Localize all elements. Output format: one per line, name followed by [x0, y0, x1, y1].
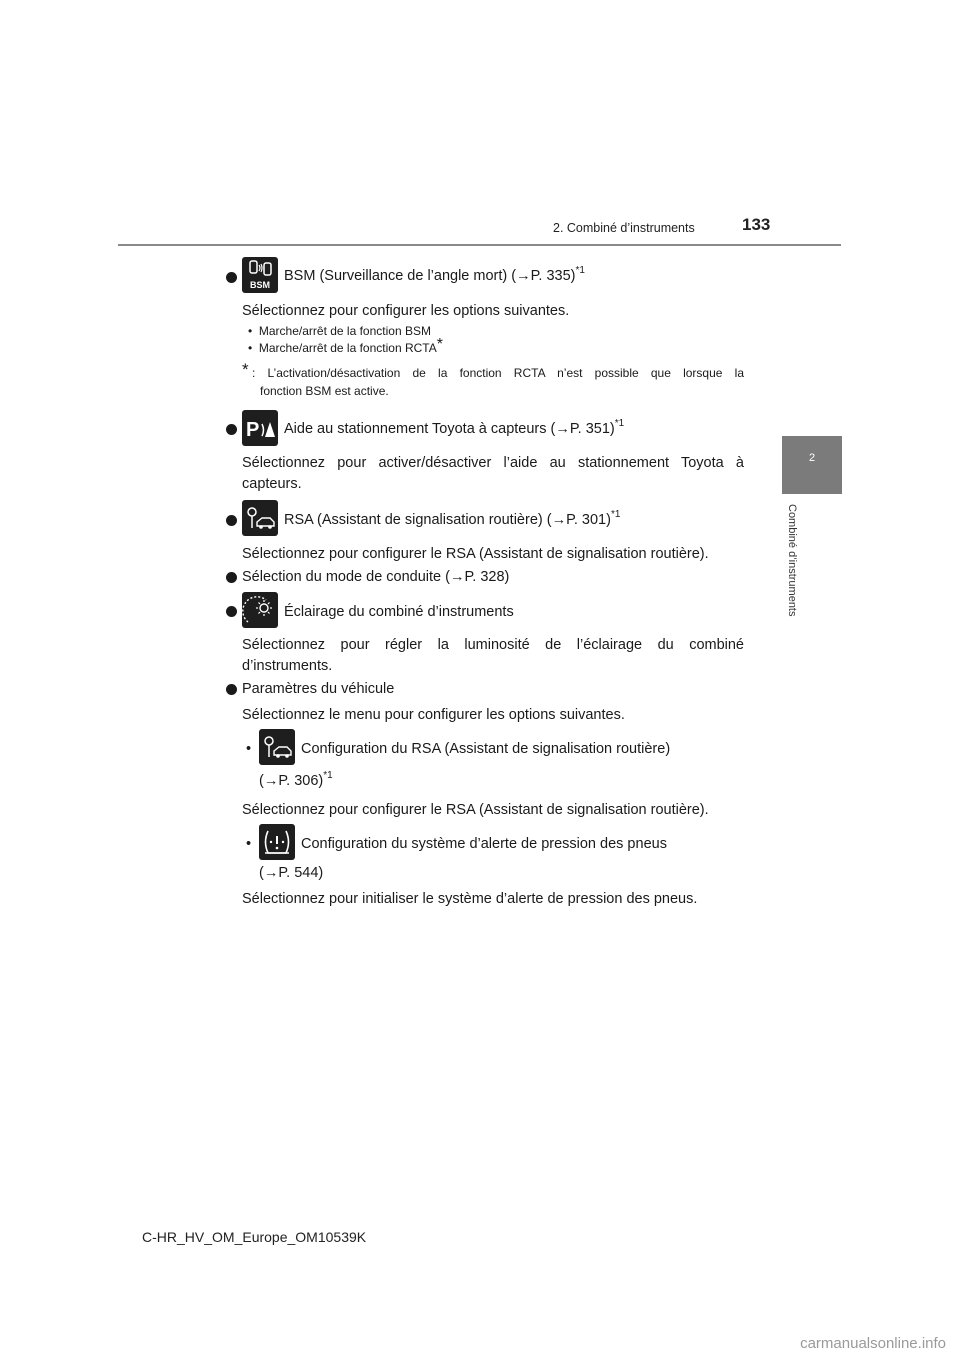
vehicle-settings-description: Sélectionnez le menu pour configurer les options suivantes.: [242, 707, 625, 723]
rsa-title: RSA (Assistant de signalisation routière) (→P. 301)$^{*1}$: [284, 509, 621, 528]
road-sign-assist-icon: [259, 729, 295, 765]
bullet: [226, 606, 237, 617]
bsm-footnote-mark: *: [242, 360, 249, 379]
bsm-footnote-line2: fonction BSM est active.: [260, 384, 389, 398]
sub-bullet: •: [246, 836, 252, 852]
chapter-side-label-text: Combiné d’instruments: [786, 504, 798, 617]
bullet: [226, 572, 237, 583]
lighting-description-line2: d’instruments.: [242, 658, 333, 674]
bullet: [226, 424, 237, 435]
rsa-description: Sélectionnez pour configurer le RSA (Assistant de signalisation routière).: [242, 546, 709, 562]
rsa-config-description: Sélectionnez pour configurer le RSA (Assistant de signalisation routière).: [242, 802, 709, 818]
tire-pressure-icon: [259, 824, 295, 860]
vehicle-settings-title: Paramètres du véhicule: [242, 681, 395, 697]
svg-text:P: P: [246, 419, 260, 441]
document-code: C-HR_HV_OM_Europe_OM10539K: [142, 1229, 367, 1245]
svg-text:BSM: BSM: [250, 280, 270, 290]
section-title: 2. Combiné d’instruments: [553, 221, 695, 235]
drive-mode-title: Sélection du mode de conduite (→P. 328): [242, 569, 510, 585]
tire-pressure-config-description: Sélectionnez pour initialiser le système d’alerte de pression des pneus.: [242, 891, 698, 907]
bsm-title: BSM (Surveillance de l’angle mort) (→P. 335)$^{*1}$: [284, 265, 585, 284]
parking-title: Aide au stationnement Toyota à capteurs (→P. 351)$^{*1}$: [284, 418, 625, 437]
bsm-footnote-line1: : L’activation/désactivation de la fonction RCTA n’est possible que lorsque la: [252, 366, 744, 380]
chapter-side-label: [784, 504, 798, 644]
bsm-option-1: • Marche/arrêt de la fonction BSM: [248, 324, 431, 338]
rsa-config-title: Configuration du RSA (Assistant de signalisation routière): [301, 741, 671, 757]
lighting-description-line1: Sélectionnez pour régler la luminosité de l’éclairage du combiné: [242, 637, 744, 653]
bsm-icon: [242, 257, 278, 293]
bullet: [226, 515, 237, 526]
lighting-title: Éclairage du combiné d’instruments: [284, 604, 514, 620]
tire-pressure-config-reference: (→P. 544): [259, 865, 324, 881]
page-number: 133: [742, 215, 771, 234]
road-sign-assist-icon: [242, 500, 278, 536]
tire-pressure-config-title: Configuration du système d’alerte de pression des pneus: [301, 836, 667, 852]
bsm-description: Sélectionnez pour configurer les options suivantes.: [242, 303, 570, 319]
header-divider: [118, 244, 841, 246]
bsm-option-2: • Marche/arrêt de la fonction RCTA*: [248, 336, 443, 355]
chapter-tab: [782, 436, 842, 494]
sub-bullet: •: [246, 741, 252, 757]
bullet: [226, 684, 237, 695]
parking-description-line1: Sélectionnez pour activer/désactiver l’aide au stationnement Toyota à: [242, 455, 744, 471]
brightness-icon: [242, 592, 278, 628]
watermark: carmanualsonline.info: [800, 1335, 946, 1352]
bullet: [226, 272, 237, 283]
rsa-config-reference: (→P. 306)$^{*1}$: [259, 770, 333, 789]
chapter-tab-number: 2: [808, 452, 816, 464]
parking-description-line2: capteurs.: [242, 476, 302, 492]
parking-sensor-icon: [242, 410, 278, 446]
